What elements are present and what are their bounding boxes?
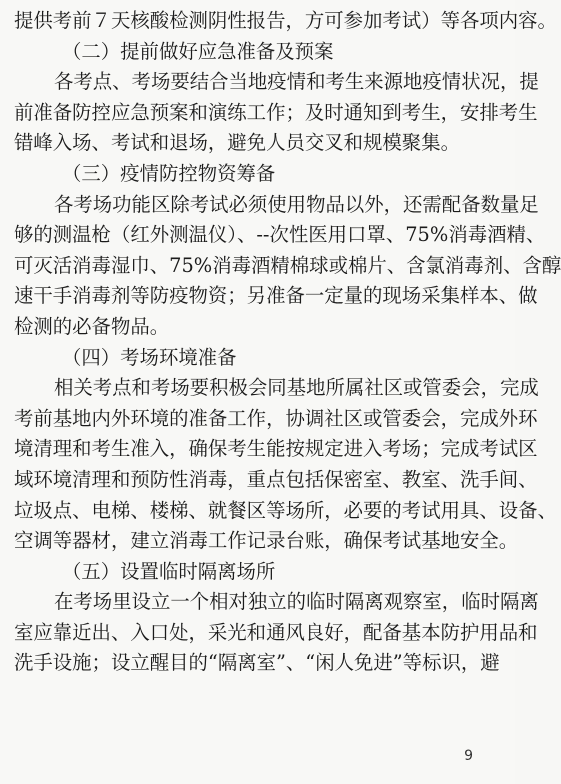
- paragraph-first-line: 各考点、考场要结合当地疫情和考生来源地疫情状况，提: [54, 70, 539, 94]
- body-line: 前准备防控应急预案和演练工作；及时通知到考生，安排考生: [14, 100, 538, 124]
- body-line: 垃圾点、电梯、楼梯、就餐区等场所，必要的考试用具、设备、: [14, 498, 557, 522]
- page-number: 9: [464, 748, 473, 764]
- body-line: 空调等器材，建立消毒工作记录台账，确保考试基地安全。: [14, 529, 519, 553]
- paragraph-first-line: 各考场功能区除考试必须使用物品以外，还需配备数量足: [54, 192, 539, 216]
- body-line: 洗手设施；设立醒目的“隔离室”、“闲人免进”等标识，避: [14, 651, 500, 675]
- section-heading: （三）疫情防控物资筹备: [62, 161, 276, 185]
- section-heading: （四）考场环境准备: [62, 345, 237, 369]
- body-line: 境清理和考生准入，确保考生能按规定进入考场；完成考试区: [14, 437, 538, 461]
- paragraph-first-line: 在考场里设立一个相对独立的临时隔离观察室，临时隔离: [54, 590, 539, 614]
- document-body: [14, 6, 561, 679]
- paragraph-first-line: 相关考点和考场要积极会同基地所属社区或管委会，完成: [54, 376, 539, 400]
- body-line: 室应靠近出、入口处，采光和通风良好，配备基本防护用品和: [14, 620, 538, 644]
- body-line: 够的测温枪（红外测温仪）、--次性医用口罩、75%消毒酒精、: [14, 223, 546, 247]
- section-heading: （五）设置临时隔离场所: [62, 559, 276, 583]
- body-line: 可灭活消毒湿巾、75%消毒酒精棉球或棉片、含氯消毒剂、含醇: [14, 253, 561, 277]
- body-line: 提供考前７天核酸检测阴性报告，方可参加考试）等各项内容。: [14, 9, 557, 32]
- body-line: 检测的必备物品。: [14, 314, 170, 338]
- body-line: 错峰入场、考试和退场，避免人员交叉和规模聚集。: [14, 131, 460, 155]
- section-heading: （二）提前做好应急准备及预案: [62, 39, 334, 63]
- body-line: 域环境清理和预防性消毒，重点包括保密室、教室、洗手间、: [14, 467, 538, 491]
- body-line: 速干手消毒剂等防疫物资；另准备一定量的现场采集样本、做: [14, 284, 538, 308]
- body-line: 考前基地内外环境的准备工作，协调社区或管委会，完成外环: [14, 406, 538, 430]
